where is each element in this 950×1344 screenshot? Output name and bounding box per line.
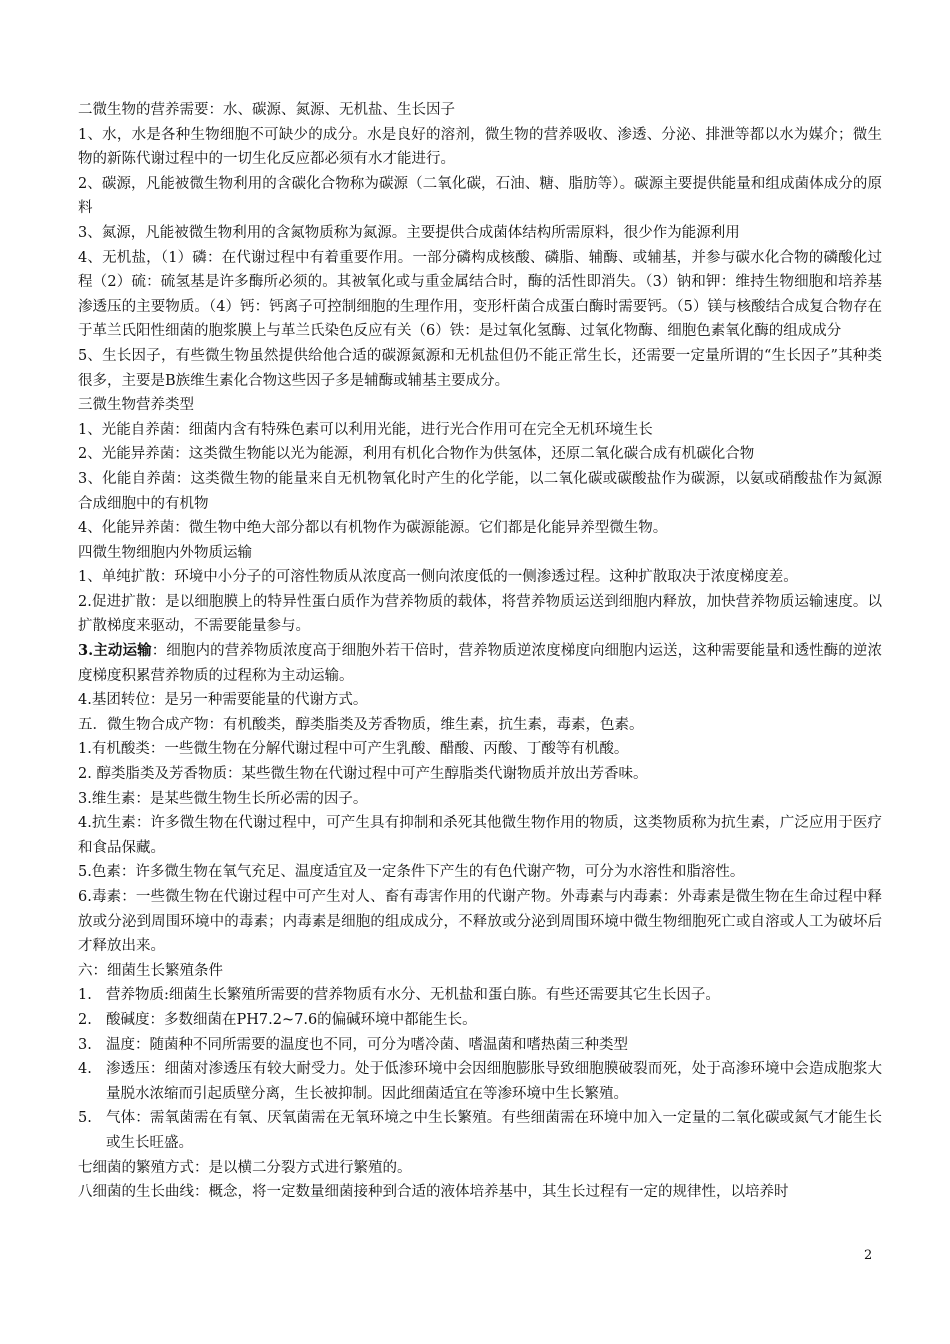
paragraph-vitamins: 3.维生素：是某些微生物生长所必需的因子。 [78,790,368,807]
paragraph-growth-curve: 八细菌的生长曲线：概念，将一定数量细菌接种到合适的液体培养基中，其生长过程有一定的规律性，以培养时 [78,1184,789,1201]
list-item: 2. 酸碱度：多数细菌在PH7.2~7.6的偏碱环境中都能生长。 [78,1011,477,1028]
heading-growth-conditions: 六：细菌生长繁殖条件 [78,962,223,979]
paragraph-water: 1、水，水是各种生物细胞不可缺少的成分。水是良好的溶剂，微生物的营养吸收、渗透、分泌、排泄等都以水为媒介；微生物的新陈代谢过程中的一切生化反应都必须有水才能进行。 [78,126,882,168]
paragraph-group-translocation: 4.基团转位：是另一种需要能量的代谢方式。 [78,692,368,709]
active-transport-text: ：细胞内的营养物质浓度高于细胞外若干倍时，营养物质逆浓度梯度向细胞内运送，这种需要能量和透性酶的逆浓度梯度积累营养物质的过程称为主动运输。 [78,643,882,684]
paragraph-photoheterotroph: 2、光能异养菌：这类微生物能以光为能源，利用有机化合物作为供氢体，还原二氧化碳合成有机碳化合物 [78,446,755,463]
paragraph-inorganic-salts: 4、无机盐，（1）磷：在代谢过程中有着重要作用。一部分磷构成核酸、磷脂、辅酶、或辅基，并参与碳水化合物的磷酸化过程（2）硫：硫氢基是许多酶所必须的。其被氧化或与重金属结合时，酶的活性即消失。（3）钠和钾：维持生物细胞和培养基渗透压的主要物质。（4）钙：钙离子可控制细胞的生理作用，变形杆菌合成蛋白酶时需要钙。（5）镁与核酸结合成复合物存在于革兰氏阳性细菌的胞浆膜上与革兰氏染色反应有关（6）铁：是过氧化氢酶、过氧化物酶、细胞色素氧化酶的组成成分 [78,249,882,340]
heading-nutrition-needs: 二微生物的营养需要：水、碳源、氮源、无机盐、生长因子 [78,102,455,118]
heading-synthesis-products: 五．微生物合成产物：有机酸类，醇类脂类及芳香物质，维生素，抗生素，毒素，色素。 [78,716,644,733]
paragraph-active-transport [78,639,882,688]
paragraph-nitrogen-source: 3、氮源，凡能被微生物利用的含氮物质称为氮源。主要提供合成菌体结构所需原料，很少作为能源利用 [78,224,740,241]
list-item: 5. 气体：需氧菌需在有氧、厌氧菌需在无氧环境之中生长繁殖。有些细菌需在环境中加入一定量的二氧化碳或氮气才能生长或生长旺盛。 [78,1110,882,1151]
list-item: 4. 渗透压：细菌对渗透压有较大耐受力。处于低渗环境中会因细胞膨胀导致细胞膜破裂而死，处于高渗环境中会造成胞浆大量脱水浓缩而引起质壁分离，生长被抑制。因此细菌适宜在等渗环境中生长繁殖。 [78,1061,882,1102]
page-number: 2 [864,1248,873,1263]
document-body [78,98,882,1205]
paragraph-antibiotics: 4.抗生素：许多微生物在代谢过程中，可产生具有抑制和杀死其他微生物作用的物质，这类物质称为抗生素，广泛应用于医疗和食品保藏。 [78,815,882,856]
paragraph-growth-factor: 5、生长因子，有些微生物虽然提供给他合适的碳源氮源和无机盐但仍不能正常生长，还需要一定量所谓的“生长因子”其种类很多，主要是B族维生素化合物这些因子多是辅酶或辅基主要成分。 [78,347,882,389]
active-transport-term: 3.主动运输 [78,642,152,660]
paragraph-photoautotroph: 1、光能自养菌：细菌内含有特殊色素可以利用光能，进行光合作用可在完全无机环境生长 [78,421,653,438]
paragraph-chemoheterotroph: 4、化能异养菌：微生物中绝大部分都以有机物作为碳源能源。它们都是化能异养型微生物。 [78,520,668,537]
paragraph-alcohols-lipids: 2. 醇类脂类及芳香物质：某些微生物在代谢过程中可产生醇脂类代谢物质并放出芳香味。 [78,766,648,783]
list-item: 3. 温度：随菌种不同所需要的温度也不同，可分为嗜冷菌、嗜温菌和嗜热菌三种类型 [78,1036,628,1053]
paragraph-carbon-source: 2、碳源，凡能被微生物利用的含碳化合物称为碳源（二氧化碳，石油、糖、脂肪等）。碳源主要提供能量和组成菌体成分的原料 [78,175,882,217]
paragraph-facilitated-diffusion: 2.促进扩散：是以细胞膜上的特异性蛋白质作为营养物质的载体，将营养物质运送到细胞内释放，加快营养物质运输速度。以扩散梯度来驱动，不需要能量参与。 [78,593,882,635]
paragraph-pigments: 5.色素：许多微生物在氧气充足、温度适宜及一定条件下产生的有色代谢产物，可分为水溶性和脂溶性。 [78,864,745,881]
paragraph-simple-diffusion: 1、单纯扩散：环境中小分子的可溶性物质从浓度高一侧向浓度低的一侧渗透过程。这种扩散取决于浓度梯度差。 [78,569,798,586]
paragraph-organic-acids: 1.有机酸类：一些微生物在分解代谢过程中可产生乳酸、醋酸、丙酸、丁酸等有机酸。 [78,741,629,758]
list-item: 1. 营养物质:细菌生长繁殖所需要的营养物质有水分、无机盐和蛋白胨。有些还需要其它生长因子。 [78,987,720,1004]
paragraph-toxins: 6.毒素：一些微生物在代谢过程中可产生对人、畜有毒害作用的代谢产物。外毒素与内毒素：外毒素是微生物在生命过程中释放或分泌到周围环境中的毒素；内毒素是细胞的组成成分，不释放或分泌到周围环境中微生物细胞死亡或自溶或人工为破坏后才释放出来。 [78,889,882,955]
paragraph-chemoautotroph: 3、化能自养菌：这类微生物的能量来自无机物氧化时产生的化学能，以二氧化碳或碳酸盐作为碳源，以氨或硝酸盐作为氮源合成细胞中的有机物 [78,470,882,512]
heading-transport: 四微生物细胞内外物质运输 [78,544,252,561]
heading-nutrition-types: 三微生物营养类型 [78,397,194,414]
paragraph-reproduction: 七细菌的繁殖方式：是以横二分裂方式进行繁殖的。 [78,1159,412,1176]
